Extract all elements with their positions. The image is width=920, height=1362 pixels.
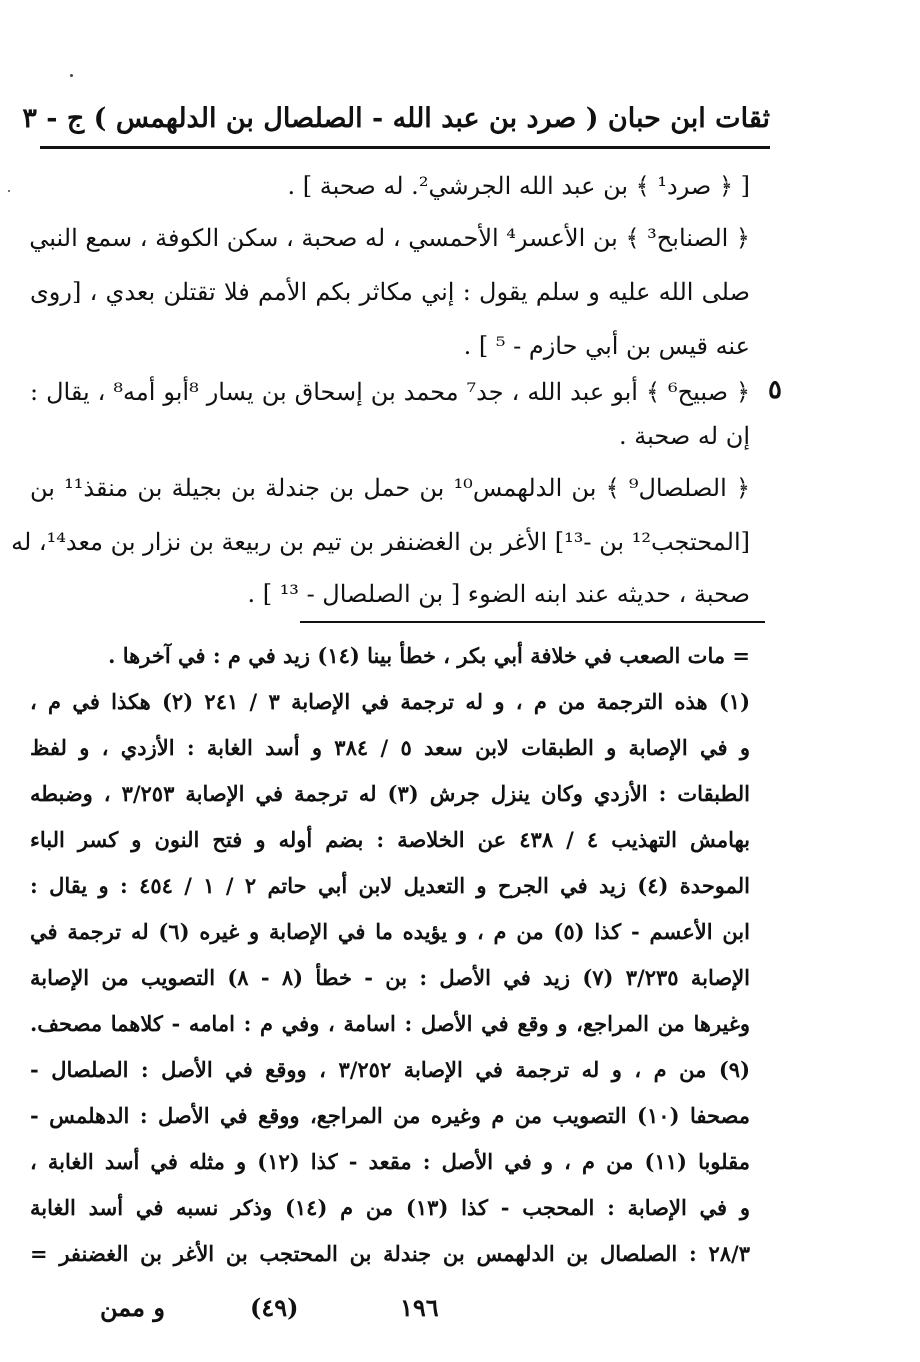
- book-page: [11, 0, 890, 1362]
- footnote-line: = مات الصعب في خلافة أبي بكر ، خطأ بينا (١٤) زيد في م : في آخرها .: [108, 643, 750, 668]
- footnote-line: (٩) من م ، و له ترجمة في الإصابة ٣/٢٥٢ ، ووقع في الأصل : الصلصال -: [30, 1057, 750, 1082]
- entry-line: [ ﴿ صرد¹ ﴾ بن عبد الله الجرشي². له صحبة ] .: [287, 172, 750, 200]
- footnote-line: و في الإصابة : المحجب - كذا (١٣) من م (١٤) وذكر نسبه في أسد الغابة: [30, 1195, 751, 1220]
- entry-line: ﴿ الصلصال⁹ ﴾ بن الدلهمس¹⁰ بن حمل بن جندلة بن بجيلة بن منقذ¹¹ بن: [30, 474, 751, 502]
- entry-line: إن له صحبة .: [619, 422, 750, 450]
- entry-line: ﴿ صبيح⁶ ﴾ أبو عبد الله ، جد⁷ محمد بن إسحاق بن يسار ⁸أبو أمه⁸ ، يقال :: [30, 378, 751, 406]
- scan-speck: [70, 74, 73, 77]
- footnote-line: الإصابة ٣/٢٣٥ (٧) زيد في الأصل : بن - خطأ (٨ - ٨) التصويب من الإصابة: [30, 965, 751, 990]
- entry-line: صلى الله عليه و سلم يقول : إني مكاثر بكم الأمم فلا تقتلن بعدي ، [روى: [30, 278, 750, 306]
- entry-line: ﴿ الصنابح³ ﴾ بن الأعسر⁴ الأحمسي ، له صحبة ، سكن الكوفة ، سمع النبي: [29, 224, 750, 252]
- footnote-line: ابن الأعسم - كذا (٥) من م ، و يؤيده ما في الإصابة و غيره (٦) له ترجمة في: [30, 919, 750, 944]
- header-rule: [40, 146, 770, 149]
- footnote-line: ٢٨/٣ : الصلصال بن الدلهمس بن جندلة بن المحتجب بن الأغر بن الغضنفر =: [30, 1241, 750, 1266]
- entry-line: [المحتجب¹² بن -¹³] الأغر بن الغضنفر بن تيم بن ربيعة بن نزار بن معد¹⁴، له: [11, 528, 750, 556]
- entry-number: ٥: [768, 375, 782, 405]
- footnote-line: بهامش التهذيب ٤ / ٤٣٨ عن الخلاصة : بضم أوله و فتح النون و كسر الباء: [30, 827, 750, 852]
- footnote-line: مقلوبا (١١) من م ، و في الأصل : مقعد - كذا (١٢) و مثله في أسد الغابة ،: [30, 1149, 750, 1174]
- scan-speck: [8, 190, 10, 192]
- running-header: ثقات ابن حبان ( صرد بن عبد الله - الصلصال بن الدلهمس ) ج - ٣: [22, 103, 770, 134]
- page-footer: [100, 1288, 540, 1328]
- entry-line: صحبة ، حديثه عند ابنه الضوء [ بن الصلصال - ¹³ ] .: [247, 580, 750, 608]
- page-number: ١٩٦: [400, 1293, 439, 1322]
- entry-line: عنه قيس بن أبي حازم - ⁵ ] .: [463, 332, 750, 360]
- footnote-line: وغيرها من المراجع، و وقع في الأصل : اسامة ، وفي م : امامه - كلاهما مصحف.: [30, 1011, 750, 1036]
- footnote-line: مصحفا (١٠) التصويب من م وغيره من المراجع، ووقع في الأصل : الدهلمس -: [30, 1103, 750, 1128]
- footnote-line: الموحدة (٤) زيد في الجرح و التعديل لابن أبي حاتم ٢ / ١ / ٤٥٤ : و يقال :: [30, 873, 751, 898]
- catchword: و ممن: [100, 1293, 165, 1322]
- footnote-separator: [300, 621, 765, 623]
- footnote-line: و في الإصابة و الطبقات لابن سعد ٥ / ٣٨٤ و أسد الغابة : الأزدي ، و لفظ: [30, 735, 750, 760]
- footnote-line: الطبقات : الأزدي وكان ينزل جرش (٣) له ترجمة في الإصابة ٣/٢٥٣ ، وضبطه: [30, 781, 750, 806]
- footnote-line: (١) هذه الترجمة من م ، و له ترجمة في الإصابة ٣ / ٢٤١ (٢) هكذا في م ،: [30, 689, 751, 714]
- signature-mark: (٤٩): [250, 1293, 299, 1322]
